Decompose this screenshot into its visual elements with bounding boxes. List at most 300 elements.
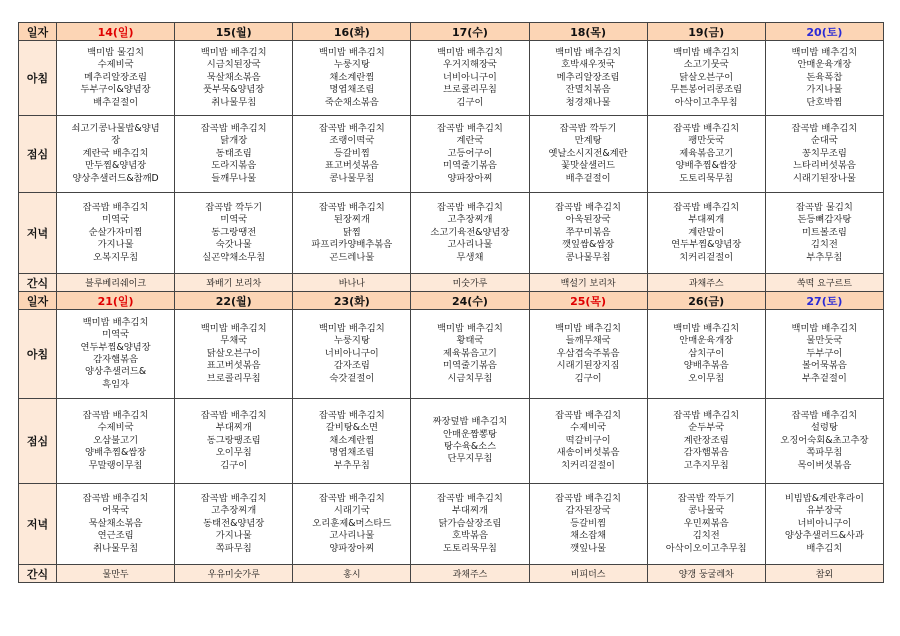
menu-item: 양파장아찌 — [329, 542, 375, 554]
menu-item: 짜장덮밥 배추김치 — [432, 416, 508, 428]
menu-item: 동그랑땡조림 — [206, 434, 261, 446]
day-header: 24(수) — [411, 292, 529, 310]
menu-item: 오이무침 — [688, 372, 725, 384]
menu-item: 묵살채소볶음 — [88, 517, 143, 529]
menu-item: 돈등뼈감자탕 — [797, 214, 852, 226]
menu-item: 양파장아찌 — [447, 172, 493, 184]
menu-item: 쇠고기콩나물밥&양념 — [71, 122, 160, 134]
menu-item: 미역국 — [102, 329, 130, 341]
dinner-menu-cell — [175, 484, 293, 565]
breakfast-label: 아침 — [19, 41, 57, 116]
menu-item: 우거지해장국 — [443, 59, 497, 71]
menu-item: 잡곡밥 배추김치 — [318, 201, 385, 213]
snack-cell: 백설기 보리차 — [529, 274, 647, 292]
menu-item: 브로콜리무침 — [206, 372, 261, 384]
menu-item: 오리훈제&머스타드 — [312, 517, 392, 529]
menu-item: 닭살오븐구이 — [206, 347, 261, 359]
snack-cell: 비피더스 — [529, 565, 647, 583]
menu-item: 백미밥 배추김치 — [555, 46, 621, 58]
menu-item: 동태조림 — [215, 147, 252, 159]
menu-item: 계란국 배추김치 — [82, 147, 149, 159]
menu-item: 쪽파무침 — [806, 447, 843, 459]
menu-item: 고추지무침 — [683, 459, 729, 471]
day-header: 22(월) — [175, 292, 293, 310]
menu-item: 배추김치 — [806, 542, 843, 554]
menu-item: 잡곡밥 배추김치 — [673, 201, 740, 213]
menu-item: 된장찌개 — [333, 214, 370, 226]
breakfast-menu-cell — [175, 41, 293, 116]
lunch-menu-cell — [647, 399, 765, 484]
dinner-label: 저녁 — [19, 193, 57, 274]
menu-item: 누룽지탕 — [333, 335, 370, 347]
breakfast-menu-cell — [57, 310, 175, 399]
menu-item: 부대찌개 — [688, 214, 725, 226]
menu-item: 잡곡밥 배추김치 — [555, 492, 621, 504]
menu-item: 도토리묵무침 — [443, 542, 497, 554]
menu-item: 치커리겉절이 — [679, 251, 734, 263]
menu-item: 미트볼조림 — [801, 226, 847, 238]
lunch-menu-cell — [765, 399, 883, 484]
snack-row — [19, 274, 884, 292]
breakfast-menu-cell — [293, 41, 411, 116]
menu-item: 제육볶음고기 — [443, 347, 497, 359]
lunch-menu-cell — [57, 399, 175, 484]
dinner-menu-cell — [293, 193, 411, 274]
menu-item: 동그랑땡전 — [211, 226, 257, 238]
menu-item: 어묵국 — [102, 505, 130, 517]
menu-item: 잡곡밥 배추김치 — [82, 409, 149, 421]
menu-item: 흑임자 — [102, 378, 130, 390]
menu-item: 파프리카양배추볶음 — [311, 239, 393, 251]
menu-item: 양상추샐러드&사과 — [784, 530, 864, 542]
snack-label: 간식 — [19, 274, 57, 292]
menu-item: 백미밥 배추김치 — [673, 322, 740, 334]
menu-item: 오이무침 — [215, 447, 252, 459]
menu-item: 계란말이 — [688, 226, 725, 238]
menu-item: 가지나물 — [97, 239, 134, 251]
dinner-menu-cell — [529, 484, 647, 565]
menu-item: 오삼불고기 — [93, 434, 139, 446]
menu-item: 잡곡밥 배추김치 — [791, 122, 858, 134]
lunch-row — [19, 399, 884, 484]
day-header: 17(수) — [411, 23, 529, 41]
menu-item: 시래기국 — [333, 505, 370, 517]
menu-item: 표고버섯볶음 — [324, 160, 379, 172]
menu-item: 김치전 — [810, 239, 838, 251]
menu-item: 수제비국 — [570, 422, 607, 434]
menu-item: 연두부찜&양념장 — [671, 239, 742, 251]
lunch-menu-cell — [175, 399, 293, 484]
menu-item: 명엽채조림 — [329, 447, 375, 459]
breakfast-menu-cell — [765, 310, 883, 399]
menu-item: 조랭이떡국 — [329, 135, 375, 147]
menu-item: 볼어묵볶음 — [801, 360, 847, 372]
weekly-menu-table — [18, 22, 884, 583]
dinner-menu-cell — [647, 484, 765, 565]
menu-item: 만두찜&양념장 — [85, 160, 147, 172]
menu-item: 물만둣국 — [806, 335, 843, 347]
menu-item: 김구이 — [456, 96, 484, 108]
menu-item: 백미밥 물김치 — [87, 46, 145, 58]
menu-item: 탕수육&소스 — [443, 441, 497, 452]
menu-item: 들깨무채국 — [565, 335, 611, 347]
menu-item: 부대찌개 — [215, 422, 252, 434]
menu-item: 무말랭이무침 — [88, 459, 143, 471]
lunch-menu-cell — [529, 116, 647, 193]
snack-cell: 홍시 — [293, 565, 411, 583]
menu-item: 우삼겹숙주볶음 — [556, 347, 620, 359]
menu-item: 수제비국 — [97, 422, 134, 434]
day-header: 21(일) — [57, 292, 175, 310]
dinner-menu-cell — [57, 193, 175, 274]
menu-item: 수제비국 — [97, 59, 134, 71]
menu-item: 설렁탕 — [810, 422, 838, 434]
menu-item: 고추장찌개 — [211, 505, 257, 517]
menu-item: 잡곡밥 배추김치 — [437, 201, 503, 213]
dinner-menu-cell — [293, 484, 411, 565]
dinner-menu-cell — [411, 484, 529, 565]
menu-item: 쭈꾸미볶음 — [565, 226, 611, 238]
menu-item: 시금치된장국 — [206, 59, 261, 71]
menu-item: 계란장조림 — [683, 434, 729, 446]
breakfast-row — [19, 310, 884, 399]
snack-cell: 꽈배기 보리차 — [175, 274, 293, 292]
lunch-menu-cell — [529, 399, 647, 484]
menu-item: 취나물무침 — [211, 96, 257, 108]
menu-item: 단무지무침 — [447, 453, 493, 465]
menu-item: 순살가자미찜 — [88, 226, 143, 238]
menu-item: 백미밥 배추김치 — [437, 322, 503, 334]
menu-item: 백미밥 배추김치 — [200, 322, 267, 334]
menu-item: 시래기된장나물 — [792, 172, 856, 184]
date-header-row — [19, 292, 884, 310]
menu-item: 브로콜리무침 — [443, 84, 497, 96]
menu-item: 호박볶음 — [452, 530, 488, 542]
menu-item: 청경채나물 — [565, 96, 611, 108]
day-header: 25(목) — [529, 292, 647, 310]
menu-item: 목이버섯볶음 — [797, 459, 852, 471]
day-header: 26(금) — [647, 292, 765, 310]
menu-item: 김구이 — [574, 372, 602, 384]
menu-item: 가지나물 — [215, 530, 252, 542]
lunch-menu-cell — [411, 399, 529, 484]
menu-item: 꽁치무조림 — [801, 147, 847, 159]
day-header: 15(월) — [175, 23, 293, 41]
menu-item: 계란국 — [456, 135, 484, 147]
menu-item: 등갈비찜 — [570, 517, 607, 529]
menu-item: 돈육폭찹 — [806, 71, 843, 83]
menu-item: 양배추찜&쌈장 — [675, 160, 737, 172]
menu-item: 감자햄볶음 — [683, 447, 729, 459]
menu-item: 감자된장국 — [565, 505, 611, 517]
menu-item: 명엽채조림 — [329, 84, 375, 96]
menu-item: 표고버섯볶음 — [206, 360, 261, 372]
menu-item: 잡곡밥 배추김치 — [673, 122, 740, 134]
menu-item: 부추겉절이 — [801, 372, 847, 384]
menu-item: 잡곡밥 배추김치 — [791, 409, 858, 421]
snack-row — [19, 565, 884, 583]
snack-cell: 블루베리쉐이크 — [57, 274, 175, 292]
dinner-row — [19, 193, 884, 274]
menu-item: 호박새우젓국 — [561, 59, 616, 71]
dinner-menu-cell — [411, 193, 529, 274]
menu-item: 콩나물무침 — [565, 251, 611, 263]
menu-item: 두부구이&양념장 — [80, 84, 151, 96]
menu-item: 잡곡밥 깍두기 — [677, 492, 735, 504]
breakfast-menu-cell — [647, 310, 765, 399]
snack-cell: 과채주스 — [647, 274, 765, 292]
lunch-menu-cell — [411, 116, 529, 193]
menu-item: 소고기뭇국 — [683, 59, 729, 71]
snack-cell: 쑥떡 요구르트 — [765, 274, 883, 292]
menu-item: 소고기육전&양념장 — [430, 226, 510, 238]
menu-item: 채소잡채 — [570, 530, 607, 542]
menu-item: 잡곡밥 배추김치 — [673, 409, 740, 421]
menu-item: 등갈비찜 — [333, 147, 370, 159]
lunch-row — [19, 116, 884, 193]
menu-item: 안매운육개장 — [797, 59, 852, 71]
menu-item: 닭가슴살장조림 — [438, 517, 502, 529]
menu-item: 잡곡밥 물김치 — [795, 201, 853, 213]
menu-item: 잡곡밥 배추김치 — [437, 492, 503, 504]
breakfast-menu-cell — [57, 41, 175, 116]
menu-item: 메추리알장조림 — [556, 71, 620, 83]
menu-item: 잡곡밥 배추김치 — [200, 409, 267, 421]
menu-item: 팽만둣국 — [688, 135, 725, 147]
dinner-menu-cell — [175, 193, 293, 274]
menu-item: 메추리알장조림 — [84, 71, 148, 83]
snack-label: 간식 — [19, 565, 57, 583]
menu-item: 잡곡밥 깍두기 — [559, 122, 617, 134]
snack-cell: 참외 — [765, 565, 883, 583]
menu-item: 미역줄기볶음 — [443, 160, 497, 172]
menu-item: 너비아니구이 — [797, 517, 852, 529]
day-header: 19(금) — [647, 23, 765, 41]
menu-item: 순대국 — [810, 135, 838, 147]
menu-item: 우민찌볶음 — [683, 517, 729, 529]
lunch-menu-cell — [765, 116, 883, 193]
menu-item: 제육볶음고기 — [679, 147, 734, 159]
menu-item: 곤드레나물 — [329, 251, 375, 263]
menu-item: 치커리겉절이 — [561, 459, 616, 471]
day-header: 14(일) — [57, 23, 175, 41]
menu-item: 백미밥 배추김치 — [82, 316, 149, 328]
menu-item: 풋부묵&양념장 — [203, 84, 265, 96]
menu-item: 무채국 — [220, 335, 248, 347]
menu-item: 백미밥 배추김치 — [318, 322, 385, 334]
menu-item: 꽃맛살샐러드 — [561, 160, 616, 172]
menu-item: 취나물무침 — [93, 542, 139, 554]
menu-item: 무생채 — [456, 251, 484, 263]
menu-item: 너비아니구이 — [324, 347, 379, 359]
menu-item: 아욱된장국 — [565, 214, 611, 226]
lunch-label: 점심 — [19, 116, 57, 193]
menu-item: 양배추볶음 — [683, 360, 729, 372]
menu-item: 도라지볶음 — [211, 160, 257, 172]
date-label: 일자 — [19, 23, 57, 41]
menu-item: 잡곡밥 배추김치 — [200, 122, 267, 134]
menu-item: 연두부찜&양념장 — [80, 341, 151, 353]
menu-item: 고등어구이 — [447, 147, 493, 159]
menu-item: 유부장국 — [806, 505, 843, 517]
menu-item: 양상추샐러드& — [85, 366, 147, 378]
menu-item: 양배추찜&쌈장 — [85, 447, 147, 459]
breakfast-menu-cell — [529, 310, 647, 399]
menu-item: 잡곡밥 배추김치 — [437, 122, 503, 134]
menu-item: 백미밥 배추김치 — [673, 46, 740, 58]
menu-item: 옛날소시지전&계란 — [548, 147, 628, 159]
day-header: 16(화) — [293, 23, 411, 41]
breakfast-menu-cell — [293, 310, 411, 399]
snack-cell: 양갱 둥굴레차 — [647, 565, 765, 583]
menu-item: 잡곡밥 깍두기 — [205, 201, 263, 213]
menu-item: 도토리묵무침 — [679, 172, 734, 184]
menu-item: 백미밥 배추김치 — [200, 46, 267, 58]
menu-item: 김치전 — [692, 530, 720, 542]
menu-item: 시금치무침 — [447, 372, 493, 384]
menu-item: 느타리버섯볶음 — [792, 160, 856, 172]
day-header: 18(목) — [529, 23, 647, 41]
menu-item: 시래기된장지짐 — [556, 360, 620, 372]
menu-item: 갈비탕&소면 — [325, 422, 378, 434]
menu-item: 양상추샐러드&참깨D — [72, 172, 159, 184]
menu-item: 잡곡밥 배추김치 — [318, 492, 385, 504]
menu-item: 연근조림 — [97, 530, 134, 542]
lunch-menu-cell — [57, 116, 175, 193]
menu-item: 잡곡밥 배추김치 — [555, 201, 621, 213]
breakfast-row — [19, 41, 884, 116]
menu-item: 깻잎쌈&쌈장 — [562, 239, 615, 251]
menu-item: 백미밥 배추김치 — [791, 46, 858, 58]
menu-item: 삼치구이 — [688, 347, 725, 359]
menu-item: 순두부국 — [688, 422, 725, 434]
menu-item: 미역국 — [102, 214, 130, 226]
meal-plan — [18, 22, 884, 583]
breakfast-menu-cell — [765, 41, 883, 116]
date-label: 일자 — [19, 292, 57, 310]
dinner-menu-cell — [57, 484, 175, 565]
snack-cell: 우유미숫가루 — [175, 565, 293, 583]
menu-item: 황태국 — [456, 335, 484, 347]
menu-item: 잡곡밥 배추김치 — [82, 492, 149, 504]
menu-item: 실곤약채소무침 — [202, 251, 266, 263]
dinner-menu-cell — [765, 193, 883, 274]
snack-cell: 물만두 — [57, 565, 175, 583]
breakfast-label: 아침 — [19, 310, 57, 399]
dinner-menu-cell — [529, 193, 647, 274]
breakfast-menu-cell — [411, 310, 529, 399]
menu-item: 미역국 — [220, 214, 248, 226]
menu-item: 고추장찌개 — [447, 214, 493, 226]
menu-item: 두부구이 — [806, 347, 843, 359]
menu-item: 닭찜 — [342, 226, 361, 238]
menu-item: 만계탕 — [574, 135, 602, 147]
menu-item: 채소계란찜 — [329, 434, 375, 446]
menu-item: 잡곡밥 배추김치 — [555, 409, 621, 421]
menu-item: 콩나물무침 — [329, 172, 375, 184]
menu-item: 닭살오븐구이 — [679, 71, 734, 83]
menu-item: 김구이 — [220, 459, 248, 471]
menu-item: 고사리나물 — [329, 530, 375, 542]
menu-item: 아삭이오이고추무침 — [665, 542, 747, 554]
menu-item: 깻잎나물 — [570, 542, 607, 554]
menu-item: 숙갓겉절이 — [329, 372, 375, 384]
menu-item: 쪽파무침 — [215, 542, 252, 554]
lunch-menu-cell — [175, 116, 293, 193]
menu-item: 감자조림 — [333, 360, 370, 372]
breakfast-menu-cell — [529, 41, 647, 116]
menu-item: 닭개장 — [220, 135, 248, 147]
menu-item: 안매운육개장 — [679, 335, 734, 347]
lunch-label: 점심 — [19, 399, 57, 484]
menu-item: 너비아니구이 — [443, 71, 497, 83]
menu-item: 부추무침 — [806, 251, 843, 263]
menu-item: 아삭이고추무침 — [674, 96, 738, 108]
menu-item: 묵살채소볶음 — [206, 71, 261, 83]
menu-item: 부대찌개 — [452, 505, 488, 517]
menu-item: 콩나물국 — [688, 505, 725, 517]
date-header-row — [19, 23, 884, 41]
menu-item: 감자햄볶음 — [93, 354, 139, 365]
day-header: 23(화) — [293, 292, 411, 310]
menu-item: 안매운짬뽕탕 — [443, 428, 497, 440]
menu-item: 오복지무침 — [93, 251, 139, 263]
menu-item: 고사리나물 — [447, 239, 493, 251]
menu-item: 배추겉절이 — [93, 96, 139, 108]
menu-item: 들깨무나물 — [211, 172, 257, 184]
menu-item: 가지나물 — [806, 84, 843, 96]
menu-item: 죽순채소볶음 — [324, 96, 379, 108]
menu-item: 잡곡밥 배추김치 — [318, 122, 385, 134]
lunch-menu-cell — [647, 116, 765, 193]
dinner-row — [19, 484, 884, 565]
snack-cell: 과채주스 — [411, 565, 529, 583]
menu-item: 잔멸치볶음 — [565, 84, 611, 96]
dinner-label: 저녁 — [19, 484, 57, 565]
dinner-menu-cell — [647, 193, 765, 274]
menu-item: 단호박찜 — [806, 96, 843, 108]
snack-cell: 미숫가루 — [411, 274, 529, 292]
menu-item: 무튼봉어리콩조림 — [670, 84, 743, 96]
dinner-menu-cell — [765, 484, 883, 565]
menu-item: 잡곡밥 배추김치 — [318, 409, 385, 421]
menu-item: 장 — [111, 135, 121, 147]
day-header: 20(토) — [765, 23, 883, 41]
menu-item: 잡곡밥 배추김치 — [200, 492, 267, 504]
menu-item: 오징어숙회&초고추장 — [780, 434, 869, 446]
menu-item: 백미밥 배추김치 — [437, 46, 503, 58]
menu-item: 잡곡밥 배추김치 — [82, 201, 149, 213]
lunch-menu-cell — [293, 116, 411, 193]
lunch-menu-cell — [293, 399, 411, 484]
menu-item: 채소계란찜 — [329, 71, 375, 83]
day-header: 27(토) — [765, 292, 883, 310]
menu-item: 새송이버섯볶음 — [556, 447, 620, 459]
menu-item: 누룽지탕 — [333, 59, 370, 71]
menu-item: 미역줄기볶음 — [443, 360, 497, 372]
breakfast-menu-cell — [411, 41, 529, 116]
menu-item: 숙갓나물 — [215, 239, 252, 251]
breakfast-menu-cell — [647, 41, 765, 116]
menu-item: 백미밥 배추김치 — [318, 46, 385, 58]
menu-item: 부추무침 — [333, 459, 370, 471]
breakfast-menu-cell — [175, 310, 293, 399]
menu-item: 떡갈비구이 — [565, 434, 611, 446]
snack-cell: 바나나 — [293, 274, 411, 292]
menu-item: 비빔밥&계란후라이 — [784, 492, 864, 504]
menu-item: 배추겉절이 — [565, 172, 611, 184]
menu-item: 동태전&양념장 — [203, 517, 265, 529]
